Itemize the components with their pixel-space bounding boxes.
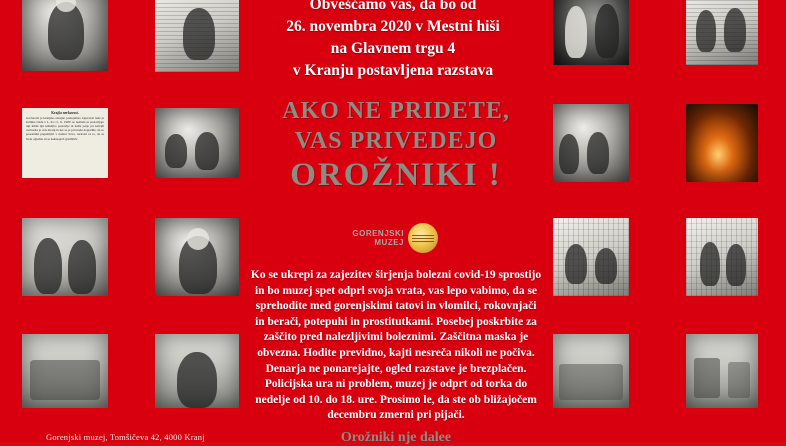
figure-silhouette (726, 244, 746, 286)
image-photo-two-women-interior (553, 0, 629, 65)
museum-logo (340, 218, 452, 258)
figure-silhouette (595, 4, 619, 58)
figure-silhouette (724, 8, 746, 52)
figure-silhouette (587, 132, 609, 174)
figure-silhouette (559, 134, 579, 174)
image-photo-cart-and-people (155, 108, 239, 178)
poster-footer: Gorenjski muzej, Tomšičeva 42, 4000 Kranj (46, 432, 205, 442)
image-portrait-two-women-shawls (22, 218, 108, 296)
figure-silhouette (565, 6, 587, 58)
clipping-title: Krajša nerkavost. (51, 111, 79, 115)
figure-silhouette (34, 238, 62, 294)
building-mass (728, 362, 750, 398)
image-painting-burning-village (686, 104, 758, 182)
image-photo-winter-village (553, 334, 629, 408)
building-mass (559, 364, 623, 400)
image-engraving-tavern-interior (553, 218, 629, 296)
image-photo-market-stalls (553, 104, 629, 182)
clipping-body: zovčarosti je kranjsko okrajno poslopnisto zaprevzel naše je žolinke vlade v L. da t L. li. 1905! se naslada se postavljajo tuji kmiti tipi temeljito postavlje in našla petje pri katrajh raztrosila jo celo Kranj in ker se je pri uradu dogradile, da so posestniki prejemljivi v nadzor Sava, cerkveti za to, da se bode ogledno in se nakazajoči gradbišče (26, 116, 104, 141)
logo-line-1: GORENJSKI (352, 229, 404, 238)
figure-silhouette (195, 132, 219, 170)
figure-silhouette (696, 10, 716, 52)
figure-silhouette (68, 240, 96, 294)
figure-silhouette (165, 134, 187, 168)
headline-line-3: na Glavnem trgu 4 (330, 40, 456, 57)
image-photo-snow-street (686, 334, 758, 408)
image-portrait-old-woman (155, 334, 239, 408)
logo-line-2: MUZEJ (374, 238, 404, 247)
figure-silhouette (595, 248, 617, 284)
figure-silhouette (565, 244, 587, 284)
image-engraving-street-arrest (686, 218, 758, 296)
poster-sign-off: Orožniki nje dalee (340, 430, 452, 445)
figure-silhouette (177, 352, 217, 408)
image-portrait-seated-gendarme (22, 0, 108, 71)
figure-silhouette (183, 8, 215, 60)
image-newspaper-clipping (22, 108, 108, 178)
image-engraving-crowd-scene (686, 0, 758, 65)
title-line-2: VAS PRIVEDEJO (294, 128, 498, 154)
figure-head (187, 228, 209, 250)
poster-title (246, 96, 546, 194)
building-mass (694, 358, 720, 398)
building-mass (30, 360, 100, 400)
image-engraving-seated-figure (155, 0, 239, 72)
image-photo-farmhouse (22, 334, 108, 408)
image-portrait-bearded-man (155, 218, 239, 296)
title-line-1: AKO NE PRIDETE, (282, 98, 510, 124)
sun-emblem-icon (408, 223, 438, 253)
clipping-text (26, 111, 104, 175)
headline-top (228, 0, 558, 82)
title-line-3: OROŽNIKI ! (290, 157, 502, 193)
headline-line-2: 26. novembra 2020 v Mestni hiši (286, 18, 500, 35)
headline-line-1: Obveščamo vas, da bo od (309, 0, 477, 13)
logo-wordmark (340, 229, 404, 247)
figure-silhouette (700, 242, 720, 286)
poster-body-text: Ko se ukrepi za zajezitev širjenja bolezni covid-19 sprostijo in bo muzej spet odprl svoja vrata, vas lepo vabimo, da se sprehodite med gorenjskimi tatovi in vlomilci, rokovnjači in berači, potepuhi in prostitutkami. Posebej poskrbite za zaščito pred nalezljivimi boleznimi. Zaščitna maska je obvezna. Hodite previdno, kajti nesreča nikoli ne počiva. Denarja ne ponarejajte, ogled razstave je brezplačen. Policijska ura ni problem, muzej je odprt od torka do nedelje od 10. do 18. ure. Prosimo le, da ste ob bližajočem decembru zmerni pri pijači. (250, 269, 542, 422)
headline-line-4: v Kranju postavljena razstava (292, 62, 494, 79)
photo-surface (686, 104, 758, 182)
